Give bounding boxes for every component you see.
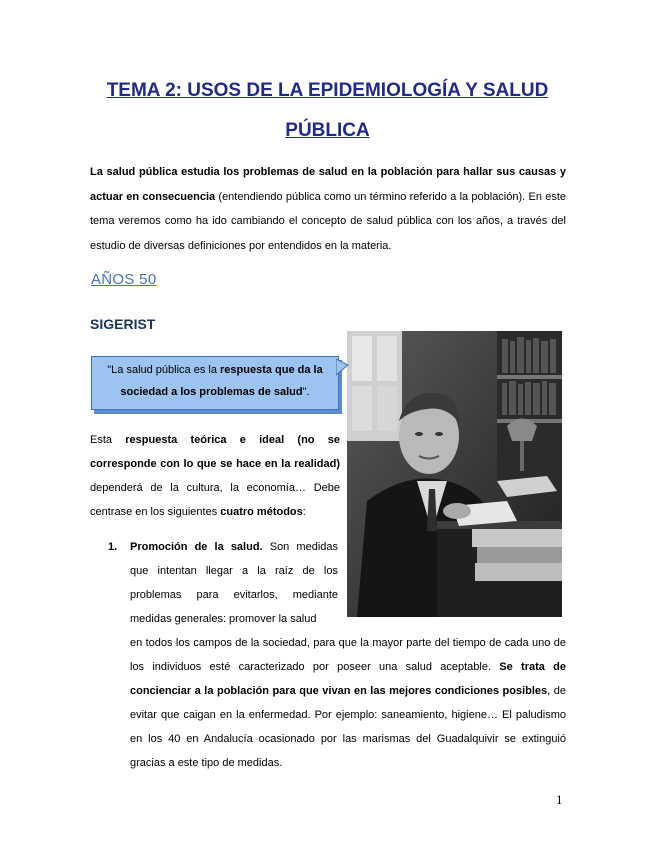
quote-text-end: ".	[302, 386, 310, 398]
response-text-1: Esta	[90, 434, 126, 446]
intro-paragraph	[90, 160, 566, 258]
response-text-2	[284, 434, 297, 446]
page-title-line-2: PÚBLICA	[285, 120, 370, 141]
callout-pointer	[336, 359, 350, 379]
response-text-4: :	[302, 506, 306, 518]
response-bold-1: respuesta teórica e ideal	[125, 434, 285, 446]
list-item-1-bold: Se trata de concienciar a la población para que vivan en las mejores condiciones posibles	[130, 661, 566, 697]
response-text-3: dependerá de la cultura, la economía… Debe centrase en los siguientes	[90, 482, 340, 518]
intro-text: (entendiendo pública como un término referido a la población). En este tema veremos como ha ido cambiando el concepto de salud pública con los años, a través del estudio de diversas definiciones por entendidos en la materia.	[90, 190, 566, 252]
sigerist-photo	[347, 331, 562, 617]
response-bold-3: cuatro métodos	[220, 506, 303, 518]
intro-bold-text: La salud pública estudia los problemas de salud en la población para hallar sus causas y actuar en consecuencia	[90, 166, 566, 203]
list-item-1-top	[130, 535, 338, 631]
quote-text-start: "La salud pública es la	[107, 364, 221, 376]
response-bold-2: (no se corresponde con lo que se hace en la realidad)	[90, 434, 340, 470]
list-item-1-text-full-1: en todos los campos de la sociedad, para que la mayor parte del tiempo de cada uno de los individuos esté caracterizado por poseer una salud aceptable.	[130, 637, 566, 673]
sigerist-quote-callout	[91, 356, 339, 410]
section-heading: AÑOS 50	[91, 271, 157, 288]
page-number: 1	[556, 792, 563, 807]
list-item-number: 1.	[108, 541, 118, 553]
list-item-1-text-left: Son medidas que intentan llegar a la raíz de los problemas para evitarlos, mediante medidas generales: promover la salud	[130, 541, 338, 625]
page-title-line-1: TEMA 2: USOS DE LA EPIDEMIOLOGÍA Y SALUD	[106, 80, 549, 101]
author-heading: SIGERIST	[90, 316, 156, 332]
list-item-1-title: Promoción de la salud.	[130, 541, 263, 553]
list-item-1-bottom	[130, 631, 566, 775]
response-paragraph	[90, 428, 340, 524]
quote-bold-text: respuesta que da la sociedad a los problemas de salud	[120, 364, 323, 398]
list-item-1-text-full-2: , de evitar que caigan en la enfermedad. Por ejemplo: saneamiento, higiene… El paludismo en los 40 en Andalucía ocasionado por las marismas del Guadalquivir se extinguió gracias a este tipo de medidas.	[130, 685, 566, 769]
